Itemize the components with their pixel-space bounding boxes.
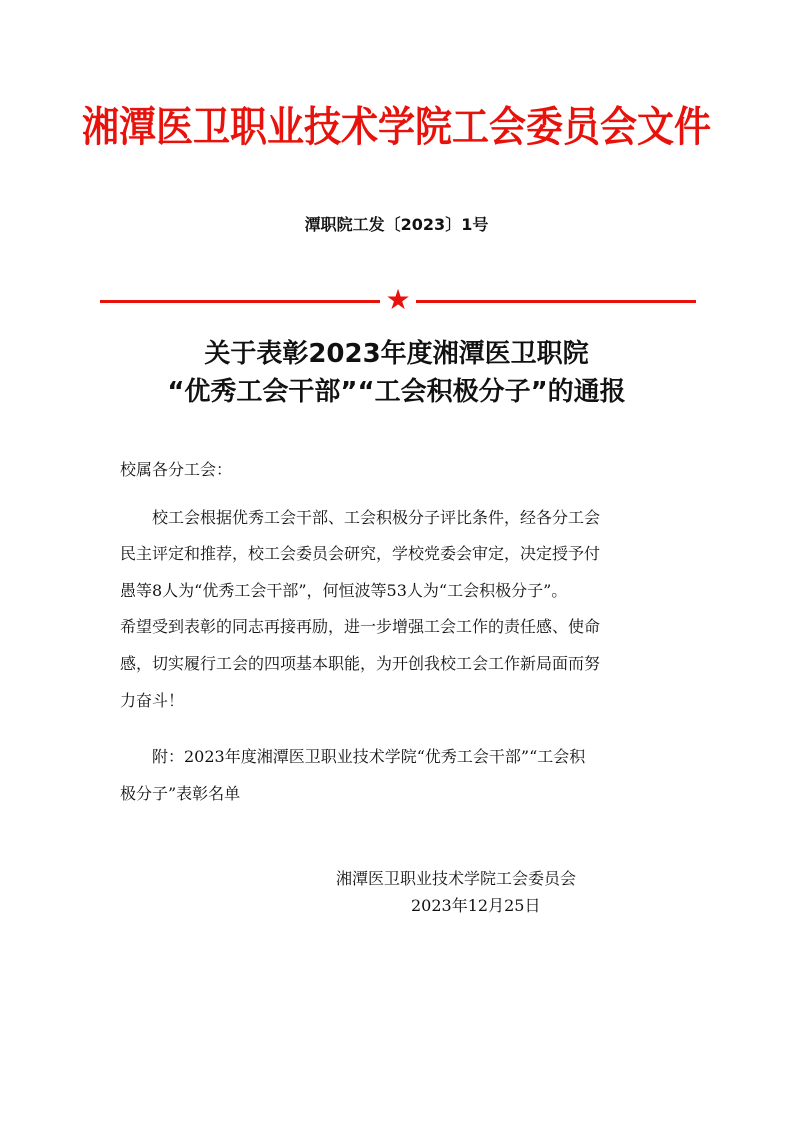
body-line: 希望受到表彰的同志再接再励，进一步增强工会工作的责任感、使命 <box>120 617 601 636</box>
attachment-line: 极分子”表彰名单 <box>120 784 241 803</box>
body-line: 民主评定和推荐，校工会委员会研究，学校党委会审定，决定授予付 <box>120 544 601 563</box>
salutation: 校属各分工会： <box>120 460 233 479</box>
divider-line-right <box>416 300 696 303</box>
signature-organization: 湘潭医卫职业技术学院工会委员会 <box>336 869 577 888</box>
body-line: 校工会根据优秀工会干部、工会积极分子评比条件，经各分工会 <box>120 508 601 527</box>
red-divider <box>100 283 696 316</box>
attachment-line: 附：2023年度湘潭医卫职业技术学院“优秀工会干部”“工会积 <box>120 747 586 766</box>
body-line: 愚等8人为“优秀工会干部”，何恒波等53人为“工会积极分子”。 <box>120 581 568 600</box>
divider-line-left <box>100 300 380 303</box>
document-title-line-2: “优秀工会干部”“工会积极分子”的通报 <box>167 377 626 407</box>
body-line: 感，切实履行工会的四项基本职能，为开创我校工会工作新局面而努 <box>120 654 601 673</box>
document-title-line-1: 关于表彰2023年度湘潭医卫职院 <box>204 339 589 369</box>
document-number: 潭职院工发〔2023〕1号 <box>304 215 489 234</box>
star-icon: ★ <box>385 283 411 316</box>
body-line: 力奋斗！ <box>120 691 185 710</box>
document-header-title: 湘潭医卫职业技术学院工会委员会文件 <box>82 102 711 151</box>
signature-date: 2023年12月25日 <box>411 896 541 915</box>
